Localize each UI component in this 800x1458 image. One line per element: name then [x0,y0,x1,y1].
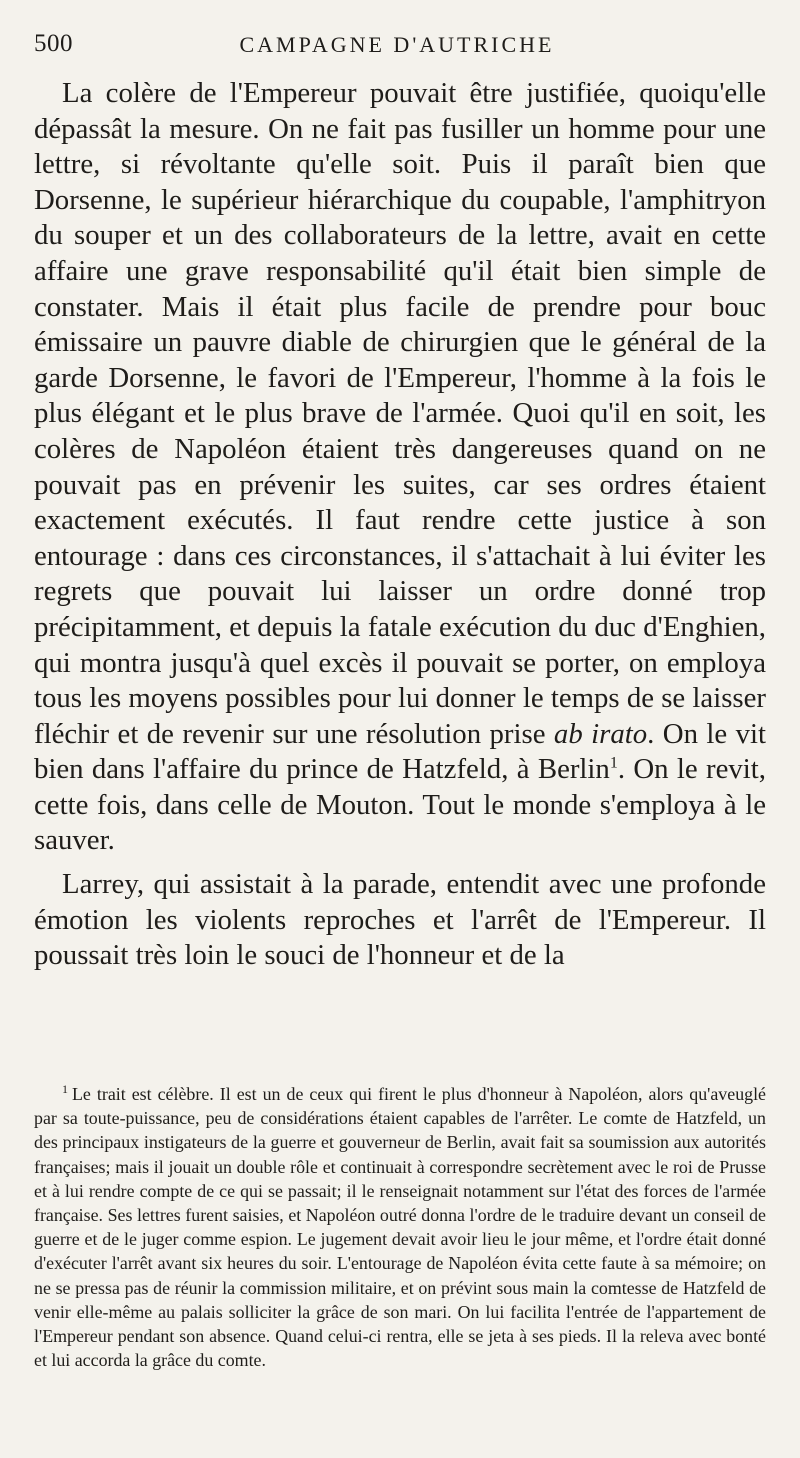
paragraph-text: . On le vit bien dans l'affaire du prince de Hatzfeld, à Berlin [34,717,766,786]
running-title: CAMPAGNE D'AUTRICHE [239,32,555,57]
footnotes [34,1082,766,1372]
page-header [34,30,760,64]
paragraph-text: . On le revit, cette fois, dans celle de Mouton. Tout le monde s'employa à le sauver. [34,753,766,857]
page-number: 500 [34,30,73,57]
paragraph-text: La colère de l'Empereur pouvait être justifiée, quoiqu'elle dépassât la mesure. On ne fait pas fusiller un homme pour une lettre, si révoltante qu'elle soit. Puis il paraît bien que Dorsenne, le supérieur hiérarchique du coupable, l'amphitryon du souper et un des collaborateurs de la lettre, avait en cette affaire une grave responsabilité qu'il était bien simple de constater. Mais il était plus facile de prendre pour bouc émissaire un pauvre diable de chirurgien que le général de la garde Dorsenne, le favori de l'Empereur, l'homme à la fois le plus élégant et le plus brave de l'armée. Quoi qu'il en soit, les colères de Napoléon étaient très dangereuses quand on ne pouvait pas en prévenir les suites, car ses ordres étaient exactement exécutés. Il faut rendre cette justice à son entourage : dans ces circonstances, il s'attachait à lui éviter les regrets que pouvait lui laisser un ordre donné trop précipitamment, et depuis la fatale exécution du duc d'Enghien, qui montra jusqu'à quel excès il pouvait se porter, on employa tous les moyens possibles pour lui donner le temps de se laisser fléchir et de revenir sur une résolution prise [34,77,766,750]
main-text [34,76,766,974]
footnote-text: Le trait est célèbre. Il est un de ceux qui firent le plus d'honneur à Napoléon, alors qu'aveuglé par sa toute-puissance, peu de considérations étaient capables de l'arrêter. Le comte de Hatzfeld, un des principaux instigateurs de la guerre et gouverneur de Berlin, avait fait sa soumission aux autorités françaises; mais il jouait un double rôle et continuait à correspondre secrètement avec le roi de Prusse et à lui rendre compte de ce qui se passait; il le renseignait notamment sur l'état des forces de l'armée française. Ses lettres furent saisies, et Napoléon outré donna l'ordre de le traduire devant un conseil de guerre et de le juger comme espion. Le jugement devait avoir lieu le jour même, et l'ordre était donné d'exécuter l'arrêt avant six heures du soir. L'entourage de Napoléon évita cette faute à sa mémoire; on ne se pressa pas de réunir la commission militaire, et on prévint sous main la comtesse de Hatzfeld de venir elle-même au palais solliciter la grâce de son mari. On lui facilita l'entrée de l'appartement de l'Empereur pendant son absence. Quand celui-ci rentra, elle se jeta à ses pieds. Il la releva avec bonté et lui accorda la grâce du comte. [34,1084,766,1371]
footnote-reference: 1 [609,754,618,772]
paragraph: Larrey, qui assistait à la parade, entendit avec une profonde émotion les violents reproches et l'arrêt de l'Empereur. Il poussait très loin le souci de l'honneur et de la [34,868,766,972]
italic-phrase: ab irato [553,717,648,750]
footnote-marker: 1 [62,1082,68,1097]
footnote [34,1082,766,1372]
paragraph [34,76,766,859]
